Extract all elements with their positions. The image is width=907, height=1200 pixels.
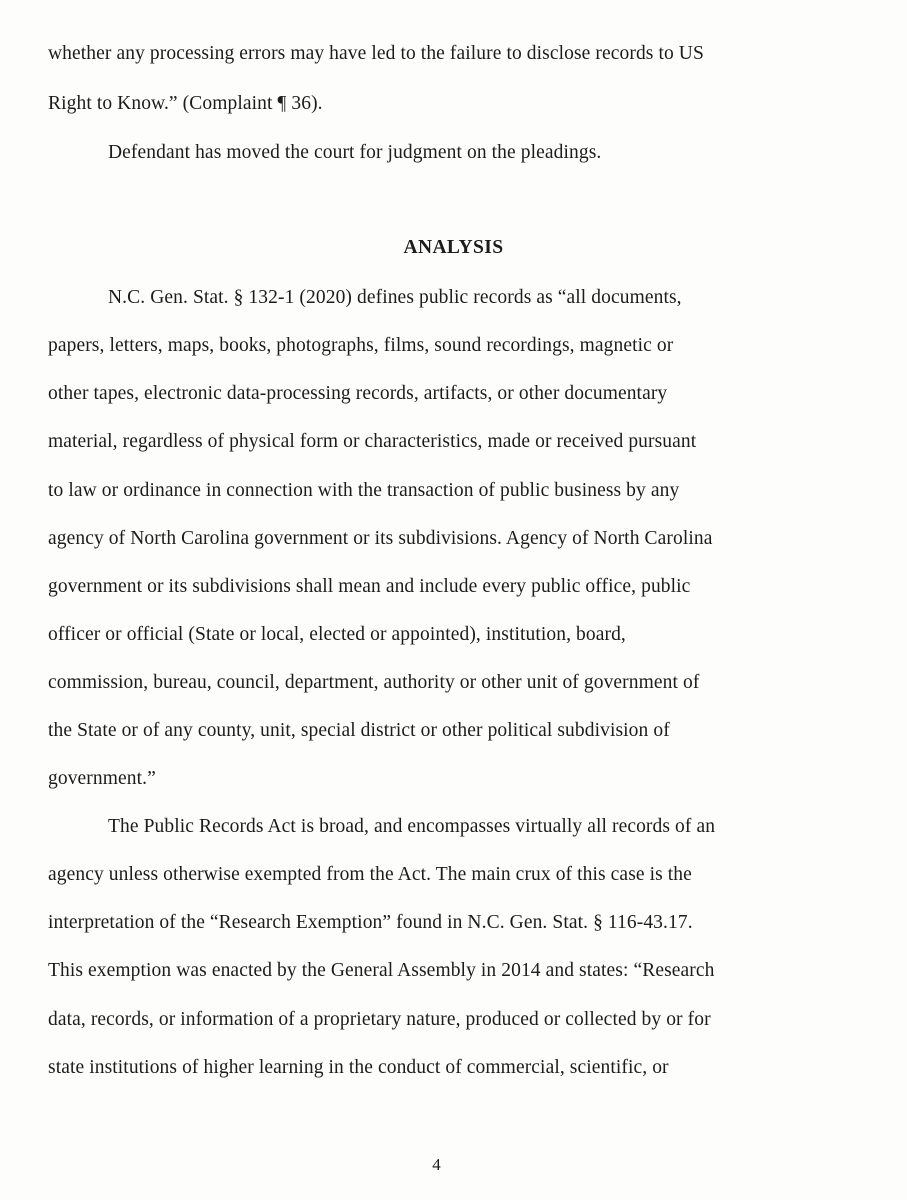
motion-paragraph: Defendant has moved the court for judgment on the pleadings.	[108, 142, 602, 163]
text-line: the State or of any county, unit, special district or other political subdivision of	[48, 720, 670, 741]
text-line: data, records, or information of a proprietary nature, produced or collected by or for	[48, 1009, 711, 1030]
text-line: material, regardless of physical form or characteristics, made or received pursuant	[48, 431, 697, 452]
text-line: Right to Know.” (Complaint ¶ 36).	[48, 93, 323, 114]
text-line: state institutions of higher learning in the conduct of commercial, scientific, or	[48, 1057, 669, 1078]
text-line: to law or ordinance in connection with the transaction of public business by any	[48, 480, 680, 501]
section-heading: ANALYSIS	[403, 237, 504, 258]
text-line: commission, bureau, council, department, authority or other unit of government of	[48, 672, 700, 693]
text-line: other tapes, electronic data-processing records, artifacts, or other documentary	[48, 383, 668, 404]
text-line: whether any processing errors may have led to the failure to disclose records to US	[48, 43, 704, 64]
text-line: papers, letters, maps, books, photographs, films, sound recordings, magnetic or	[48, 335, 674, 356]
text-line: interpretation of the “Research Exemption” found in N.C. Gen. Stat. § 116-43.17.	[48, 912, 693, 933]
page-number: 4	[432, 1155, 441, 1174]
text-line: government or its subdivisions shall mean and include every public office, public	[48, 576, 691, 597]
text-line: agency of North Carolina government or its subdivisions. Agency of North Carolina	[48, 528, 713, 549]
text-line: The Public Records Act is broad, and encompasses virtually all records of an	[108, 816, 716, 837]
text-line: agency unless otherwise exempted from the Act. The main crux of this case is the	[48, 864, 692, 885]
text-line: This exemption was enacted by the General Assembly in 2014 and states: “Research	[48, 960, 715, 981]
text-line: officer or official (State or local, elected or appointed), institution, board,	[48, 624, 626, 645]
text-line: N.C. Gen. Stat. § 132-1 (2020) defines public records as “all documents,	[108, 287, 682, 308]
text-line: government.”	[48, 768, 156, 789]
